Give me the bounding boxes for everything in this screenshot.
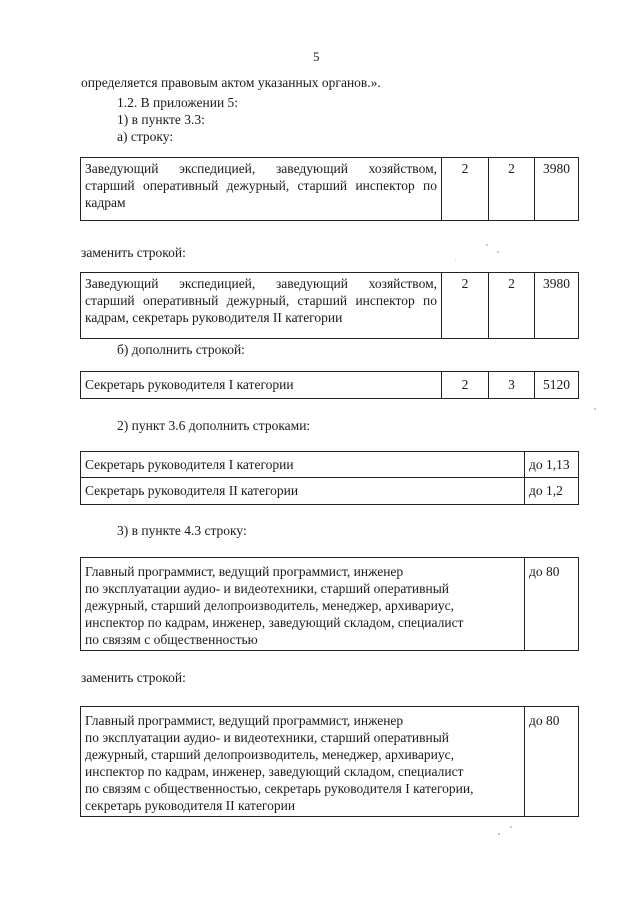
value-cell: до 80	[525, 558, 579, 651]
replace-with-label: заменить строкой:	[81, 245, 186, 260]
scan-speck	[497, 251, 499, 253]
table-original-row-4-3	[80, 557, 579, 651]
intro-line: определяется правовым актом указанных органов.».	[81, 75, 381, 90]
subitem-b: б) дополнить строкой:	[117, 342, 245, 357]
position-description	[81, 707, 525, 817]
scan-speck	[486, 244, 488, 246]
value-cell: до 80	[525, 707, 579, 817]
table-rows-3-6	[80, 451, 579, 505]
table-row	[81, 558, 579, 651]
description-line: инспектор по кадрам, инженер, заведующий складом, специалист	[85, 615, 464, 630]
table-row	[81, 273, 579, 339]
scan-speck	[510, 826, 512, 828]
value-cell-3: 5120	[535, 372, 579, 399]
value-cell-2: 3	[489, 372, 535, 399]
subitem-a: а) строку:	[117, 129, 174, 144]
coefficient-cell: до 1,2	[525, 478, 579, 505]
value-cell-1: 2	[442, 273, 489, 339]
position-description: Заведующий экспедицией, заведующий хозяйством, старший оперативный дежурный, старший инспектор по кадрам, секретарь руководителя II категории	[81, 273, 442, 339]
position-description: Секретарь руководителя I категории	[81, 452, 525, 478]
table-original-row-3-3	[80, 157, 579, 221]
description-line: дежурный, старший делопроизводитель, менеджер, архивариус,	[85, 747, 454, 762]
coefficient-cell: до 1,13	[525, 452, 579, 478]
value-cell-1: 2	[442, 372, 489, 399]
value-cell-3: 3980	[535, 273, 579, 339]
description-line: по эксплуатации аудио- и видеотехники, старший оперативный	[85, 581, 450, 596]
table-replacement-row-4-3	[80, 706, 579, 817]
position-description: Секретарь руководителя II категории	[81, 478, 525, 505]
table-row	[81, 158, 579, 221]
position-description: Секретарь руководителя I категории	[81, 372, 442, 399]
description-line: по эксплуатации аудио- и видеотехники, старший оперативный	[85, 730, 450, 745]
description-line: секретарь руководителя II категории	[85, 798, 296, 813]
table-added-row-3-3	[80, 371, 579, 399]
subitem-3: 3) в пункте 4.3 строку:	[117, 523, 247, 538]
description-line: Главный программист, ведущий программист, инженер	[85, 713, 404, 728]
item-1-2: 1.2. В приложении 5:	[117, 95, 239, 110]
scan-speck	[455, 260, 456, 261]
description-line: по связям с общественностью, секретарь руководителя I категории,	[85, 781, 474, 796]
description-line: по связям с общественностью	[85, 632, 258, 647]
scan-speck	[498, 833, 500, 835]
description-line: Главный программист, ведущий программист, инженер	[85, 564, 404, 579]
page-number: 5	[313, 49, 320, 64]
position-description	[81, 558, 525, 651]
value-cell-2: 2	[489, 158, 535, 221]
table-row	[81, 372, 579, 399]
subitem-1: 1) в пункте 3.3:	[117, 112, 205, 127]
table-row	[81, 707, 579, 817]
value-cell-2: 2	[489, 273, 535, 339]
description-line: дежурный, старший делопроизводитель, менеджер, архивариус,	[85, 598, 454, 613]
table-row	[81, 478, 579, 505]
value-cell-1: 2	[442, 158, 489, 221]
replace-with-label-2: заменить строкой:	[81, 670, 186, 685]
table-row	[81, 452, 579, 478]
scan-speck	[594, 408, 596, 410]
description-line: инспектор по кадрам, инженер, заведующий складом, специалист	[85, 764, 464, 779]
position-description: Заведующий экспедицией, заведующий хозяйством, старший оперативный дежурный, старший инспектор по кадрам	[81, 158, 442, 221]
value-cell-3: 3980	[535, 158, 579, 221]
table-replacement-row-3-3	[80, 272, 579, 339]
subitem-2: 2) пункт 3.6 дополнить строками:	[117, 418, 311, 433]
